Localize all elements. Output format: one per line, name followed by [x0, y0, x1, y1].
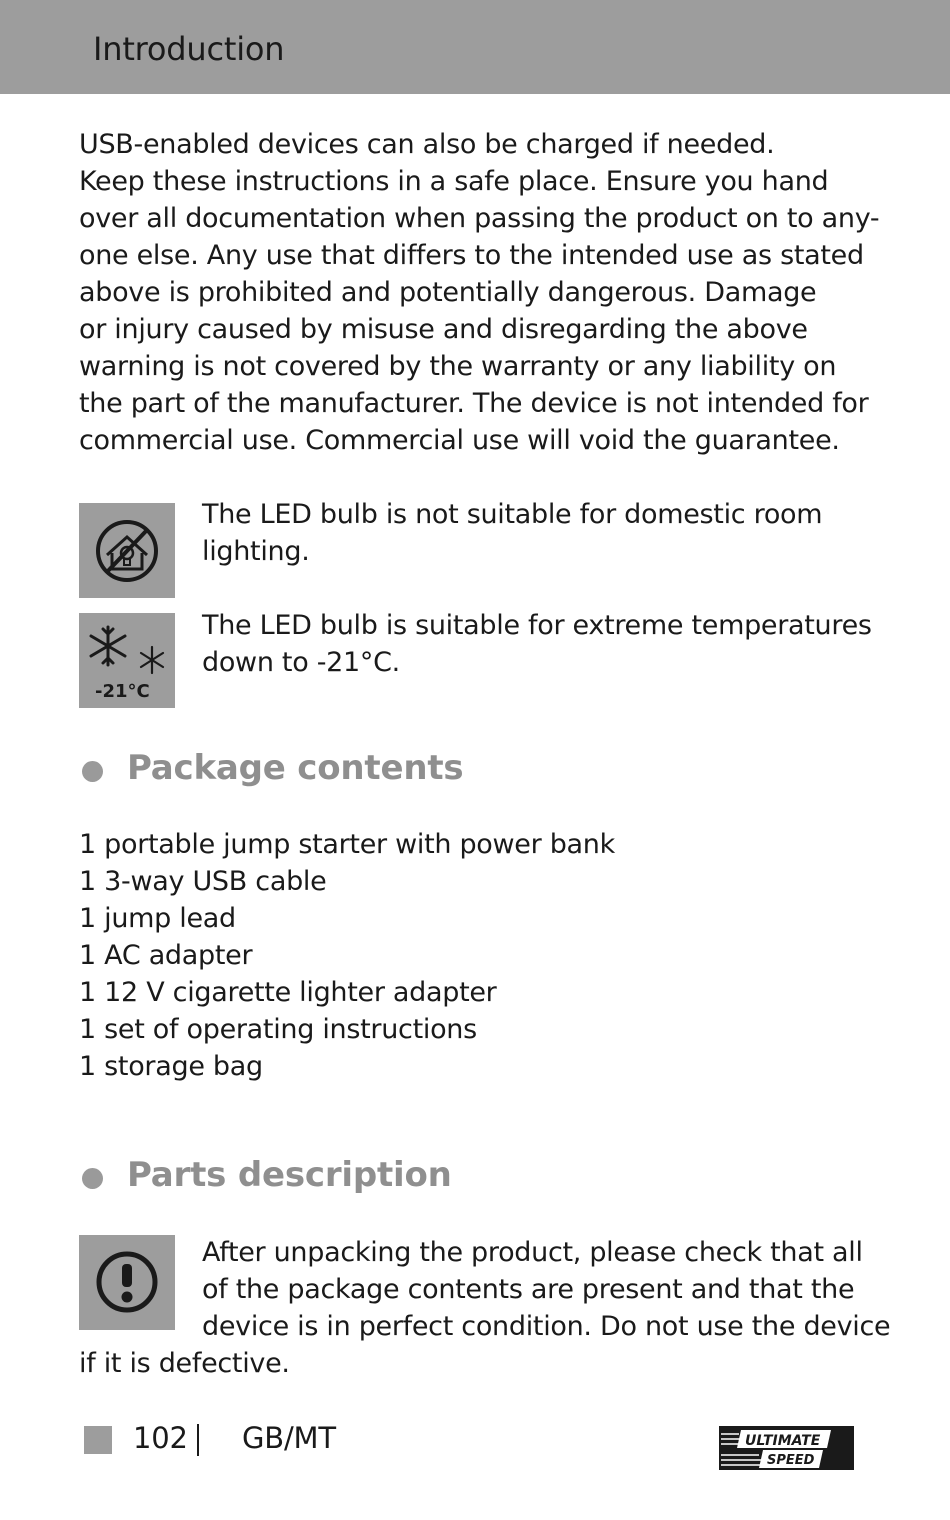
- low-temperature-icon: [79, 613, 175, 708]
- note-extreme-temperatures: [202, 607, 872, 681]
- header-title: Introduction: [93, 30, 285, 68]
- page-header: [0, 0, 950, 94]
- svg-text:SPEED: SPEED: [767, 1453, 815, 1468]
- list-item: 1 jump lead: [79, 903, 236, 934]
- intro-line: above is prohibited and potentially dangerous. Damage: [79, 277, 817, 308]
- list-item: 1 AC adapter: [79, 940, 253, 971]
- list-item: 1 3-way USB cable: [79, 866, 327, 897]
- no-room-lighting-icon: [79, 503, 175, 598]
- package-contents-list: [79, 826, 615, 1085]
- intro-line: one else. Any use that differs to the intended use as stated: [79, 240, 864, 271]
- section-title: Package contents: [127, 748, 464, 788]
- section-title: Parts description: [127, 1155, 452, 1195]
- list-item: 1 12 V cigarette lighter adapter: [79, 977, 497, 1008]
- locale-label: GB/MT: [242, 1421, 336, 1455]
- bullet-icon: [82, 761, 103, 782]
- warning-line: After unpacking the product, please check that all: [202, 1237, 863, 1268]
- warning-line: of the package contents are present and that the: [202, 1274, 855, 1305]
- list-item: 1 storage bag: [79, 1051, 263, 1082]
- temperature-label: -21°C: [95, 681, 150, 702]
- warning-line: device is in perfect condition. Do not use the device: [202, 1311, 891, 1342]
- list-item: 1 set of operating instructions: [79, 1014, 477, 1045]
- ultimate-speed-logo: [719, 1426, 854, 1470]
- warning-line: if it is defective.: [79, 1348, 290, 1379]
- note-line: down to -21°C.: [202, 647, 400, 678]
- intro-line: over all documentation when passing the product on to any-: [79, 203, 880, 234]
- intro-paragraph: [79, 126, 879, 459]
- intro-line: Keep these instructions in a safe place. Ensure you hand: [79, 166, 829, 197]
- note-line: lighting.: [202, 536, 310, 567]
- parts-description-warning: [79, 1234, 891, 1382]
- intro-line: or injury caused by misuse and disregarding the above: [79, 314, 808, 345]
- footer-marker: [84, 1426, 112, 1454]
- footer-divider: [197, 1424, 199, 1456]
- note-line: The LED bulb is not suitable for domestic room: [202, 499, 823, 530]
- list-item: 1 portable jump starter with power bank: [79, 829, 615, 860]
- note-room-lighting: [202, 496, 822, 570]
- intro-line: commercial use. Commercial use will void the guarantee.: [79, 425, 840, 456]
- intro-line: USB-enabled devices can also be charged if needed.: [79, 129, 775, 160]
- svg-text:ULTIMATE: ULTIMATE: [745, 1433, 821, 1449]
- intro-line: warning is not covered by the warranty or any liability on: [79, 351, 837, 382]
- page-number: 102: [133, 1421, 188, 1455]
- intro-line: the part of the manufacturer. The device is not intended for: [79, 388, 869, 419]
- bullet-icon: [82, 1168, 103, 1189]
- note-line: The LED bulb is suitable for extreme temperatures: [202, 610, 872, 641]
